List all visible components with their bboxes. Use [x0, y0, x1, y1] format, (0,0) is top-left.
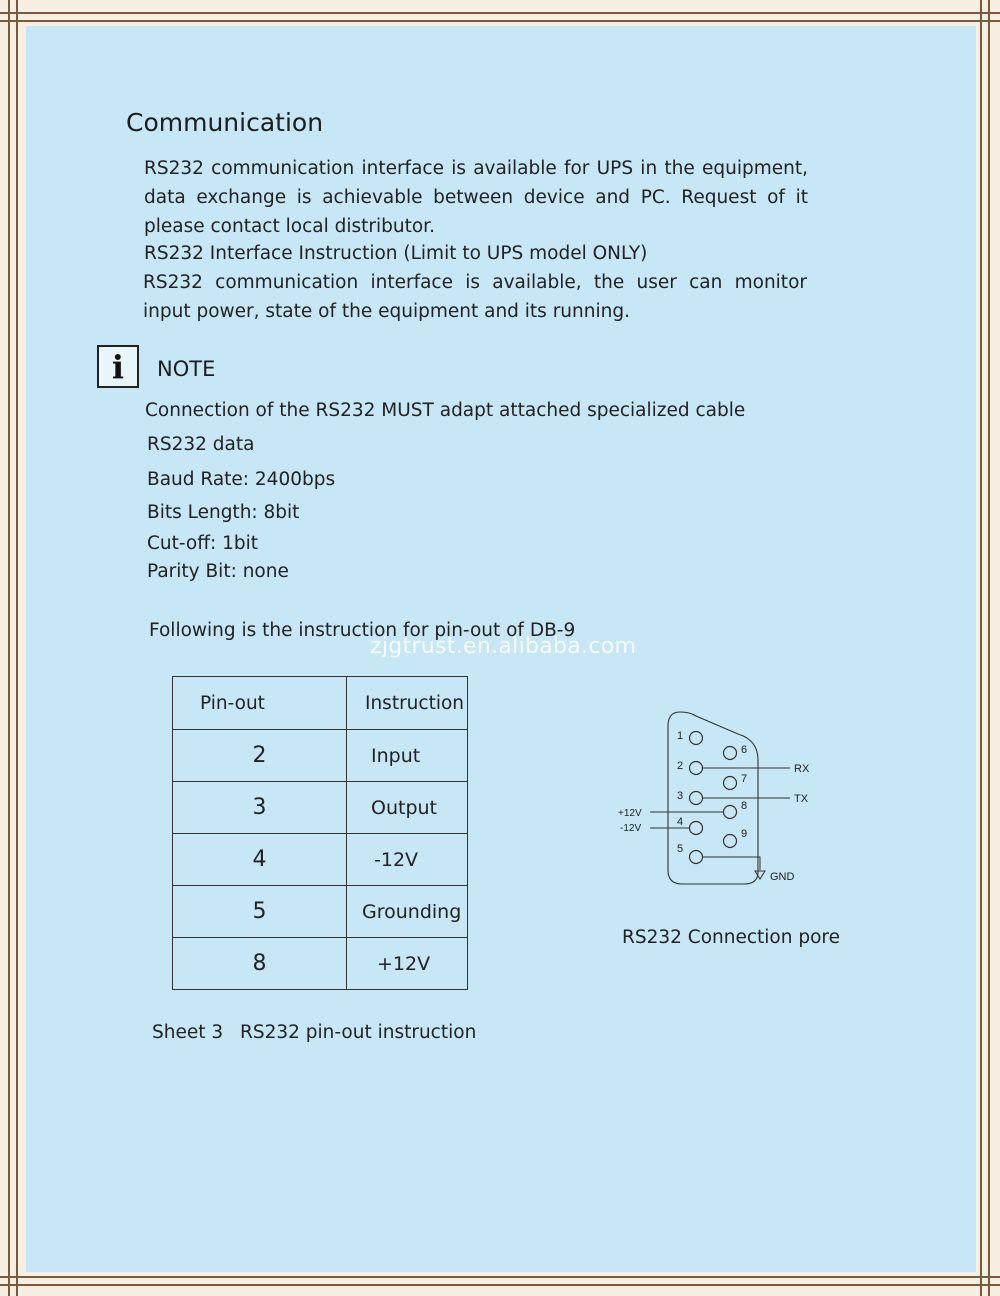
frame-line-right-2	[988, 0, 990, 1296]
minus12-label: -12V	[620, 823, 642, 834]
table-row	[173, 938, 468, 990]
parity-bit: Parity Bit: none	[147, 561, 289, 582]
header-instruction: Instruction	[347, 677, 468, 730]
info-icon: i	[97, 345, 139, 388]
pin-cell: 2	[173, 730, 347, 782]
pin-3-label: 3	[677, 790, 684, 802]
pin-8-hole	[724, 806, 737, 819]
rs232-data-title: RS232 data	[147, 434, 255, 455]
table-header-row	[173, 677, 468, 730]
frame-line-top-1	[0, 12, 1000, 14]
instruction-cell: Grounding	[347, 886, 468, 938]
pin-cell: 4	[173, 834, 347, 886]
instruction-cell: -12V	[347, 834, 468, 886]
pin-4-label: 4	[677, 816, 684, 828]
frame-line-bottom-1	[0, 1276, 1000, 1278]
instruction-cell: Output	[347, 782, 468, 834]
bits-length: Bits Length: 8bit	[147, 502, 300, 523]
rx-label: RX	[794, 763, 810, 775]
frame-line-bottom-2	[0, 1284, 1000, 1286]
table-row	[173, 834, 468, 886]
gnd-wire	[702, 857, 760, 870]
frame-line-top-2	[0, 20, 1000, 22]
tx-label: TX	[794, 793, 809, 805]
pin-6-label: 6	[741, 744, 748, 756]
plus12-label: +12V	[618, 808, 642, 819]
pin-9-label: 9	[741, 828, 748, 840]
note-cable: Connection of the RS232 MUST adapt attached specialized cable	[145, 400, 746, 421]
intro-paragraph: RS232 communication interface is available for UPS in the equipment, data exchange is achievable between device and PC. Request of it please contact local distributor.	[144, 158, 808, 237]
frame-line-right-1	[980, 0, 982, 1296]
pinout-table	[172, 676, 468, 990]
pin-1-hole	[690, 732, 703, 745]
pin-6-hole	[724, 747, 737, 760]
gnd-label: GND	[770, 871, 795, 883]
table-row	[173, 782, 468, 834]
pin-1-label: 1	[677, 730, 684, 742]
pin-5-hole	[690, 851, 703, 864]
instruction-cell: +12V	[347, 938, 468, 990]
table-row	[173, 886, 468, 938]
pin-cell: 8	[173, 938, 347, 990]
pin-2-label: 2	[677, 760, 684, 772]
pin-5-label: 5	[677, 843, 684, 855]
pin-4-hole	[690, 822, 703, 835]
note-label: NOTE	[157, 357, 216, 381]
table-caption-text: RS232 pin-out instruction	[240, 1022, 477, 1043]
table-caption-number: Sheet 3	[152, 1022, 224, 1043]
frame-line-left-2	[16, 0, 18, 1296]
baud-rate: Baud Rate: 2400bps	[147, 469, 336, 490]
connector-caption: RS232 Connection pore	[622, 927, 840, 948]
pin-cell: 5	[173, 886, 347, 938]
pin-3-hole	[690, 792, 703, 805]
instruction-cell: Input	[347, 730, 468, 782]
pin-2-hole	[690, 762, 703, 775]
instruction-title: RS232 Interface Instruction (Limit to UPS model ONLY)	[144, 243, 648, 264]
frame-line-left-1	[8, 0, 10, 1296]
monitor-paragraph: RS232 communication interface is available, the user can monitor input power, state of the equipment and its running.	[143, 272, 807, 322]
header-pinout: Pin-out	[173, 677, 347, 730]
cut-off: Cut-off: 1bit	[147, 533, 258, 554]
pin-7-label: 7	[741, 773, 748, 785]
pin-9-hole	[724, 835, 737, 848]
pin-cell: 3	[173, 782, 347, 834]
pin-8-label: 8	[741, 800, 748, 812]
pin-7-hole	[724, 777, 737, 790]
db9-connector-diagram	[600, 700, 840, 900]
pinout-intro: Following is the instruction for pin-out of DB-9	[149, 620, 576, 641]
section-heading: Communication	[126, 108, 324, 137]
table-row	[173, 730, 468, 782]
watermark: zjgtrust.en.alibaba.com	[370, 634, 637, 659]
